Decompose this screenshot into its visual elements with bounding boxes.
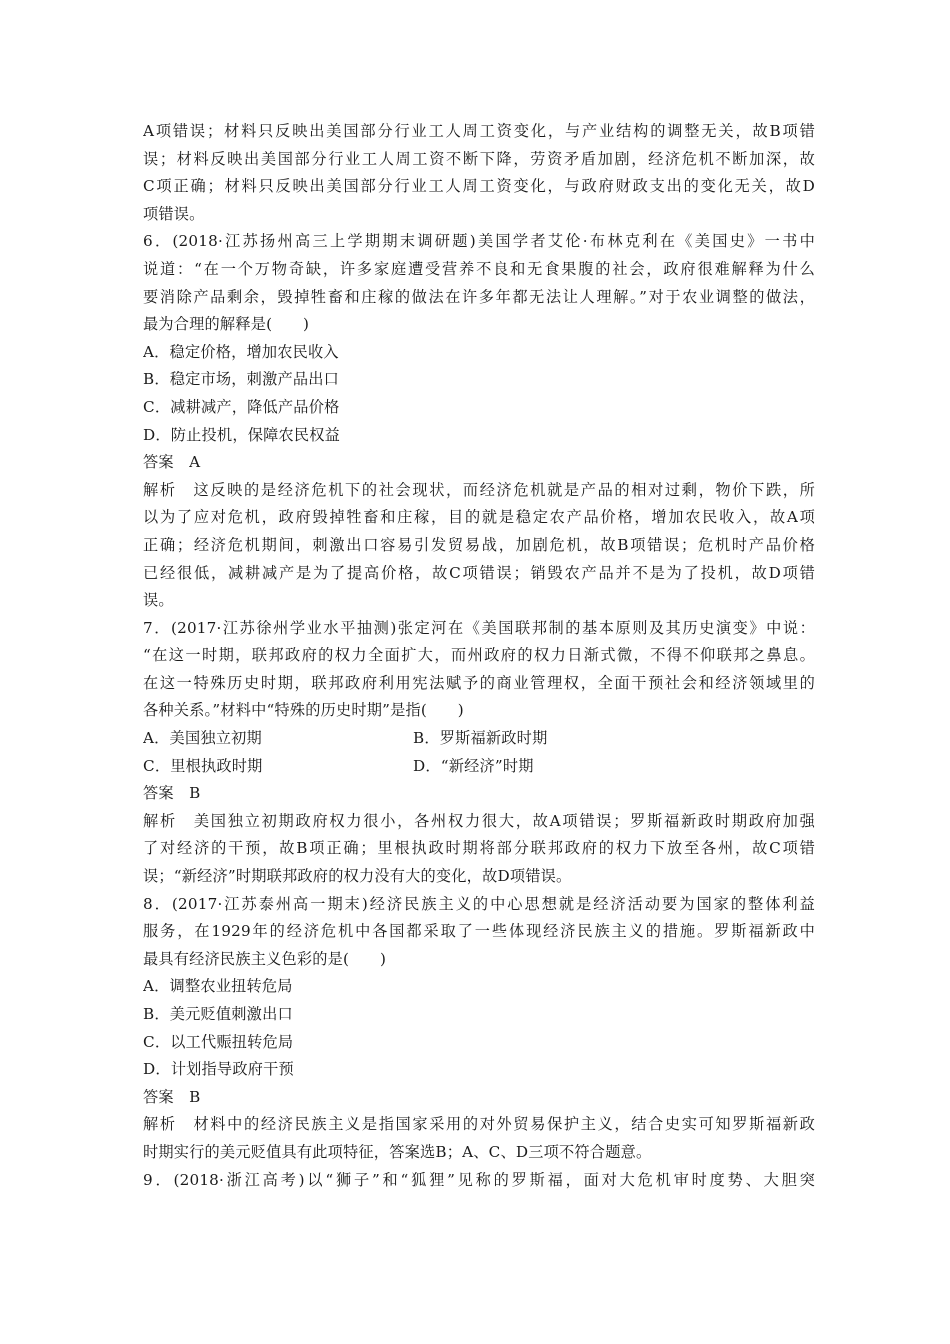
question-stem-line: 要消除产品剩余，毁掉牲畜和庄稼的做法在许多年都无法让人理解。”对于农业调整的做法， — [143, 287, 815, 306]
document-page — [143, 118, 815, 1194]
analysis-line: 了对经济的干预，故B项正确；里根执政时期将部分联邦政府的权力下放至各州，故C项错 — [143, 839, 815, 858]
analysis-line: 已经很低，减耕减产是为了提高价格，故C项错误；销毁农产品并不是为了投机，故D项错 — [143, 563, 815, 582]
analysis-line: 误。 — [143, 591, 174, 610]
question-stem-line: 8．(2017·江苏泰州高一期末)经济民族主义的中心思想就是经济活动要为国家的整体利益 — [143, 894, 815, 913]
text-line: A项错误；材料只反映出美国部分行业工人周工资变化，与产业结构的调整无关，故B项错 — [143, 122, 815, 140]
analysis-line: 以为了应对危机，政府毁掉牲畜和庄稼，目的就是稳定农产品价格，增加农民收入，故A项 — [143, 508, 815, 527]
option-d: D．“新经济”时期 — [413, 756, 534, 775]
analysis-line: 解析 材料中的经济民族主义是指国家采用的对外贸易保护主义，结合史实可知罗斯福新政 — [143, 1115, 815, 1134]
question-stem-line: “在这一时期，联邦政府的权力全面扩大，而州政府的权力日渐式微，不得不仰联邦之鼻息。 — [143, 646, 815, 665]
question-stem-line: 在这一特殊历史时期，联邦政府利用宪法赋予的商业管理权，全面干预社会和经济领域里的 — [143, 673, 815, 692]
option-c: C．里根执政时期 — [143, 756, 263, 775]
option-d: D．计划指导政府干预 — [143, 1060, 294, 1079]
text-line: C项正确；材料只反映出美国部分行业工人周工资变化，与政府财政支出的变化无关，故D — [143, 177, 815, 196]
text-line: 项错误。 — [143, 204, 205, 223]
answer-line: 答案 B — [143, 784, 201, 803]
option-c: C．减耕减产，降低产品价格 — [143, 397, 340, 416]
option-a: A．调整农业扭转危局 — [143, 977, 293, 996]
question-stem-line: 说道：“在一个万物奇缺，许多家庭遭受营养不良和无食果腹的社会，政府很难解释为什么 — [143, 259, 815, 278]
question-stem-line: 服务，在1929年的经济危机中各国都采取了一些体现经济民族主义的措施。罗斯福新政中 — [143, 922, 815, 941]
option-b: B．美元贬值刺激出口 — [143, 1005, 293, 1023]
question-7 — [143, 615, 815, 891]
prev-analysis — [143, 118, 815, 228]
question-8 — [143, 891, 815, 1167]
option-b: B．罗斯福新政时期 — [413, 729, 548, 748]
option-c: C．以工代赈扭转危局 — [143, 1032, 294, 1051]
answer-line: 答案 A — [143, 453, 201, 472]
option-d: D．防止投机，保障农民权益 — [143, 425, 341, 444]
text-line: 误；材料反映出美国部分行业工人周工资不断下降，劳资矛盾加剧，经济危机不断加深，故 — [143, 149, 815, 168]
question-stem-line: 7．(2017·江苏徐州学业水平抽测)张定河在《美国联邦制的基本原则及其历史演变》中说： — [143, 618, 815, 637]
question-stem-line: 最为合理的解释是( ) — [143, 315, 310, 334]
question-6 — [143, 228, 815, 614]
question-stem-line: 各种关系。”材料中“特殊的历史时期”是指( ) — [143, 701, 464, 720]
question-stem-line: 最具有经济民族主义色彩的是( ) — [143, 949, 387, 968]
analysis-line: 解析 这反映的是经济危机下的社会现状，而经济危机就是产品的相对过剩，物价下跌，所 — [143, 480, 815, 499]
question-stem-line: 6．(2018·江苏扬州高三上学期期末调研题)美国学者艾伦·布林克利在《美国史》一书中 — [143, 232, 815, 251]
analysis-line: 误；“新经济”时期联邦政府的权力没有大的变化，故D项错误。 — [143, 867, 572, 886]
option-row — [143, 753, 815, 781]
answer-line: 答案 B — [143, 1087, 201, 1106]
option-a: A．美国独立初期 — [143, 729, 262, 748]
question-9 — [143, 1167, 815, 1195]
option-row — [143, 725, 815, 753]
analysis-line: 时期实行的美元贬值具有此项特征，答案选B；A、C、D三项不符合题意。 — [143, 1142, 652, 1161]
question-stem-line: 9．(2018·浙江高考)以“狮子”和“狐狸”见称的罗斯福，面对大危机审时度势、大胆突 — [143, 1170, 815, 1189]
analysis-line: 解析 美国独立初期政府权力很小，各州权力很大，故A项错误；罗斯福新政时期政府加强 — [143, 811, 815, 830]
option-b: B．稳定市场，刺激产品出口 — [143, 370, 340, 389]
option-a: A．稳定价格，增加农民收入 — [143, 342, 339, 361]
analysis-line: 正确；经济危机期间，刺激出口容易引发贸易战，加剧危机，故B项错误；危机时产品价格 — [143, 535, 815, 554]
